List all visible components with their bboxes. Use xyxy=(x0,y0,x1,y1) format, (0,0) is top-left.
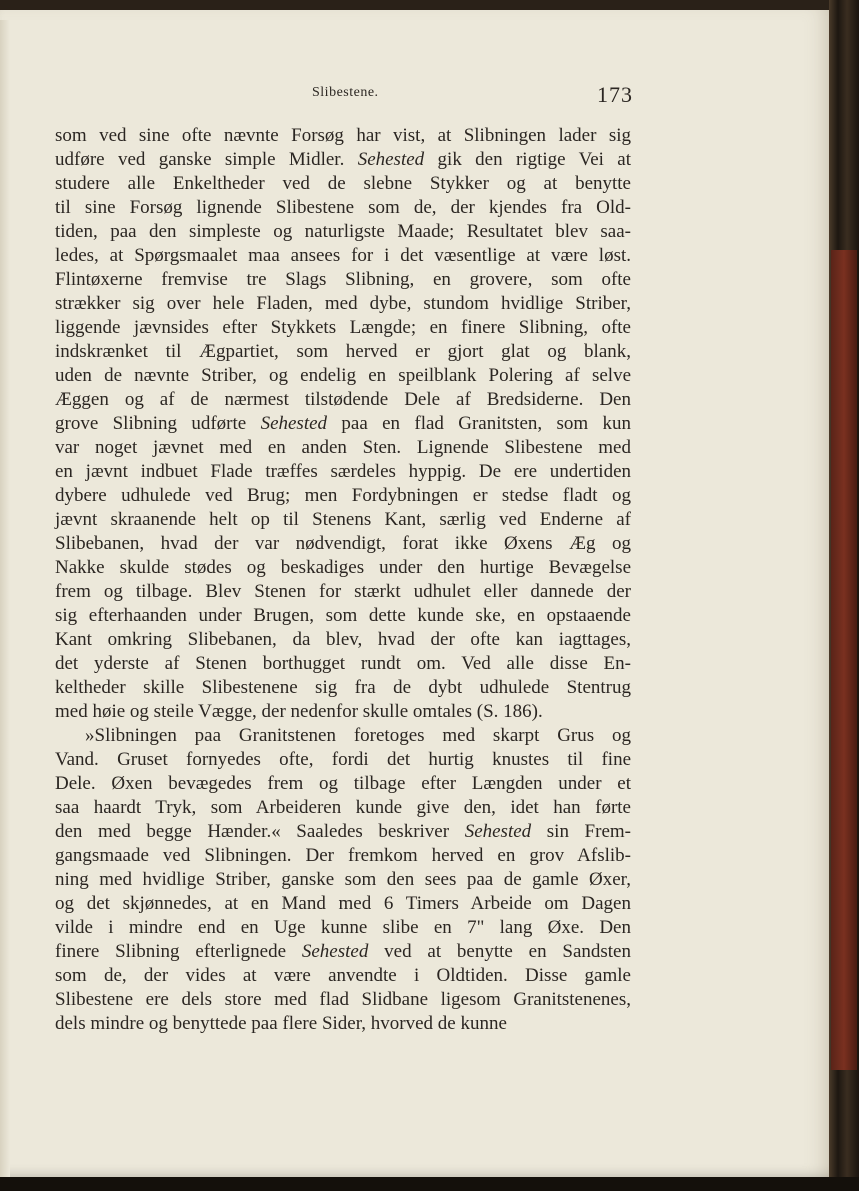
text-line xyxy=(55,460,631,484)
text-segment: uden de nævnte Striber, og endelig en speilblank Polering af selve xyxy=(55,365,631,386)
text-segment: og det skjønnedes, at en Mand med 6 Timers Arbeide om Dagen xyxy=(55,893,631,914)
text-line xyxy=(55,532,631,556)
text-line xyxy=(55,292,631,316)
text-line xyxy=(55,604,631,628)
text-line xyxy=(55,268,631,292)
text-segment: grove Slibning udførte xyxy=(55,413,261,434)
text-line xyxy=(55,580,631,604)
text-segment: som de, der vides at være anvendte i Oldtiden. Disse gamle xyxy=(55,965,631,986)
scan-bottom-edge xyxy=(0,1177,859,1191)
text-line xyxy=(55,364,631,388)
text-line xyxy=(55,508,631,532)
text-line xyxy=(55,676,631,700)
text-segment: Nakke skulde stødes og beskadiges under den hurtige Bevægelse xyxy=(55,557,631,578)
text-segment: Dele. Øxen bevægedes frem og tilbage efter Længden under et xyxy=(55,773,631,794)
text-line xyxy=(55,148,631,172)
person-name-italic: Sehested xyxy=(357,149,425,170)
text-segment: ved at benytte en Sandsten xyxy=(368,941,631,962)
text-line xyxy=(55,748,631,772)
text-line xyxy=(55,940,631,964)
book-binding xyxy=(831,250,857,1070)
text-line xyxy=(55,772,631,796)
text-segment: paa en flad Granitsten, som kun xyxy=(327,413,632,434)
text-segment: tiden, paa den simpleste og naturligste Maade; Resultatet blev saa- xyxy=(55,221,631,242)
text-line xyxy=(55,388,631,412)
text-line xyxy=(55,196,631,220)
text-line xyxy=(55,700,631,724)
text-line xyxy=(55,124,631,148)
text-line xyxy=(55,340,631,364)
text-line xyxy=(55,436,631,460)
text-line xyxy=(55,1012,631,1036)
text-line xyxy=(55,988,631,1012)
text-line xyxy=(55,412,631,436)
text-segment: frem og tilbage. Blev Stenen for stærkt udhulet eller dannede der xyxy=(55,581,631,602)
text-segment: med høie og steile Vægge, der nedenfor skulle omtales (S. 186). xyxy=(55,701,543,722)
text-segment: liggende jævnsides efter Stykkets Længde; en finere Slibning, ofte xyxy=(55,317,631,338)
book-page xyxy=(0,10,832,1178)
text-segment: Slibestene ere dels store med flad Slidbane ligesom Granitstenenes, xyxy=(55,989,631,1010)
text-segment: var noget jævnet med en anden Sten. Lignende Slibestene med xyxy=(55,437,631,458)
text-segment: sig efterhaanden under Brugen, som dette kunde ske, en opstaaende xyxy=(55,605,631,626)
person-name-italic: Sehested xyxy=(464,821,532,842)
text-segment: keltheder skille Slibestenene sig fra de dybt udhulede Stentrug xyxy=(55,677,631,698)
page-number: 173 xyxy=(597,82,633,107)
text-line xyxy=(55,844,631,868)
text-segment: saa haardt Tryk, som Arbeideren kunde give den, idet han førte xyxy=(55,797,631,818)
text-segment: »Slibningen paa Granitstenen foretoges med skarpt Grus og xyxy=(85,725,631,746)
text-segment: finere Slibning efterlignede xyxy=(55,941,302,962)
text-segment: ledes, at Spørgsmaalet maa ansees for i det væsentlige at være løst. xyxy=(55,245,631,266)
text-line xyxy=(55,724,631,748)
text-segment: en jævnt indbuet Flade træffes særdeles hyppig. De ere undertiden xyxy=(55,461,631,482)
text-segment: Æggen og af de nærmest tilstødende Dele af Bredsiderne. Den xyxy=(55,389,631,410)
text-line xyxy=(55,916,631,940)
text-line xyxy=(55,820,631,844)
text-line xyxy=(55,652,631,676)
running-title: Slibestene. xyxy=(312,85,379,100)
text-line xyxy=(55,964,631,988)
text-segment: til sine Forsøg lignende Slibestene som de, der kjendes fra Old- xyxy=(55,197,631,218)
text-segment: dels mindre og benyttede paa flere Sider, hvorved de kunne xyxy=(55,1013,507,1034)
text-segment: Kant omkring Slibebanen, da blev, hvad der ofte kan iagttages, xyxy=(55,629,631,650)
text-line xyxy=(55,316,631,340)
text-line xyxy=(55,868,631,892)
text-segment: jævnt skraanende helt op til Stenens Kant, særlig ved Enderne af xyxy=(55,509,631,530)
text-segment: indskrænket til Ægpartiet, som herved er gjort glat og blank, xyxy=(55,341,631,362)
text-line xyxy=(55,220,631,244)
text-line xyxy=(55,244,631,268)
text-line xyxy=(55,796,631,820)
text-segment: gangsmaade ved Slibningen. Der fremkom herved en grov Afslib- xyxy=(55,845,631,866)
text-line xyxy=(55,892,631,916)
body-text xyxy=(55,124,631,1036)
text-segment: den med begge Hænder.« Saaledes beskriver xyxy=(55,821,465,842)
text-line xyxy=(55,484,631,508)
person-name-italic: Sehested xyxy=(301,941,369,962)
text-segment: som ved sine ofte nævnte Forsøg har vist, at Slibningen lader sig xyxy=(55,125,631,146)
text-line xyxy=(55,628,631,652)
text-segment: studere alle Enkeltheder ved de slebne Stykker og at benytte xyxy=(55,173,631,194)
text-segment: ning med hvidlige Striber, ganske som den sees paa de gamle Øxer, xyxy=(55,869,631,890)
text-line xyxy=(55,556,631,580)
text-segment: det yderste af Stenen borthugget rundt om. Ved alle disse En- xyxy=(55,653,631,674)
page-left-margin xyxy=(0,20,10,1188)
text-segment: Slibebanen, hvad der var nødvendigt, forat ikke Øxens Æg og xyxy=(55,533,631,554)
text-segment: udføre ved ganske simple Midler. xyxy=(55,149,358,170)
text-segment: Flintøxerne fremvise tre Slags Slibning, en grovere, som ofte xyxy=(55,269,631,290)
text-segment: dybere udhulede ved Brug; men Fordybningen er stedse fladt og xyxy=(55,485,631,506)
text-segment: gik den rigtige Vei at xyxy=(424,149,631,170)
text-segment: vilde i mindre end en Uge kunne slibe en 7" lang Øxe. Den xyxy=(55,917,631,938)
text-segment: strækker sig over hele Fladen, med dybe, stundom hvidlige Striber, xyxy=(55,293,631,314)
person-name-italic: Sehested xyxy=(260,413,328,434)
text-segment: Vand. Gruset fornyedes ofte, fordi det hurtig knustes til fine xyxy=(55,749,631,770)
text-segment: sin Frem- xyxy=(531,821,631,842)
text-line xyxy=(55,172,631,196)
